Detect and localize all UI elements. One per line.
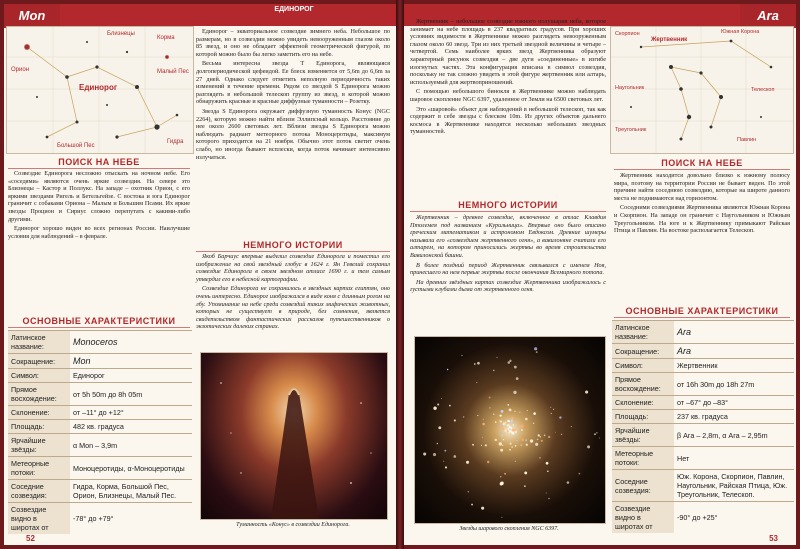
cluster-star xyxy=(501,427,503,429)
cluster-star xyxy=(510,421,513,424)
characteristic-key: Склонение: xyxy=(8,406,70,420)
characteristic-row xyxy=(8,457,192,480)
characteristic-value: от 5h 50m до 8h 05m xyxy=(70,383,192,406)
cluster-star xyxy=(515,461,516,462)
observe-paragraph: Созвездие Единорога несложно отыскать на ночном небе. Его «соседями» являются очень яркие созвездия. На севере это Близнецы – Кастор и Поллукс. На западе – охотник Орион, с его яркими звездами Ригель и Бетельгейзе. С востока и юга Единорог граничит с собаками Ориона – Малым и Большим Псами. Их яркие звезды Процион и Сириус сложно перепутать с какими-либо другими. xyxy=(8,170,190,223)
characteristic-key: Латинское название: xyxy=(612,321,674,344)
map-label-gemini: Близнецы xyxy=(107,31,135,37)
cluster-star xyxy=(533,412,536,415)
cluster-star xyxy=(503,439,504,440)
map-label-telescopium: Телескоп xyxy=(751,87,775,93)
characteristic-value: Гидра, Корма, Большой Пес, Орион, Близнецы, Малый Пес. xyxy=(70,480,192,503)
right-history-text xyxy=(410,214,606,334)
history-paragraph: Якоб Барчиус впервые выделил созвездие Единорога и поместил его изображение на свой звездный глобус в 1624 г. Ян Гевелий сохранил созвездие Единорога в своем звездном атласе 1690 г. и тем самым утвердил его в небесной картографии. xyxy=(196,253,390,283)
cluster-star xyxy=(535,443,538,446)
map-label-canis-minor: Малый Пес xyxy=(157,69,189,75)
cluster-star xyxy=(497,357,498,358)
map-label-norma: Наугольник xyxy=(615,85,645,91)
intro-paragraph: Звезда S Единорога окружает диффузную туманность Конус (NGC 2264), которую можно найти вблизи Эллипсный кольцо. Расстояние до нее около 2600 световых лет. Вблизи звезды S Единорога можно наблюдать радиант метеорного потока Моноцеротиды, максимум которого приходится на 21 ноября. Обычно этот поток светит очень слабо, но иногда бывают всплески, когда поток начинает интенсивно излучаться. xyxy=(196,107,390,161)
cluster-star xyxy=(525,439,527,441)
cluster-star xyxy=(547,470,549,472)
cone-nebula-photo xyxy=(200,352,388,520)
characteristic-value: Нет xyxy=(674,447,794,470)
cluster-star xyxy=(516,377,519,380)
cluster-star xyxy=(541,440,543,442)
cluster-star xyxy=(501,435,503,437)
cluster-star xyxy=(461,355,462,356)
characteristic-value: β Ara – 2,8m, α Ara – 2,95m xyxy=(674,424,794,447)
cluster-star xyxy=(423,453,426,456)
cluster-star xyxy=(500,476,501,477)
characteristic-row xyxy=(8,406,192,420)
characteristic-key: Метеорные потоки: xyxy=(8,457,70,480)
cluster-star xyxy=(477,415,478,416)
cluster-star xyxy=(433,453,436,456)
left-photo-caption: Туманность «Конус» в созвездии Единорога. xyxy=(236,522,350,528)
cluster-star xyxy=(443,461,444,462)
map-label-scorpius: Скорпион xyxy=(615,31,640,37)
cluster-star xyxy=(500,431,501,432)
cluster-star xyxy=(485,444,487,446)
characteristic-key: Ярчайшие звёзды: xyxy=(612,424,674,447)
cluster-star xyxy=(499,442,502,445)
cluster-star xyxy=(526,444,528,446)
cluster-star xyxy=(449,405,451,407)
cluster-star xyxy=(539,436,541,438)
characteristic-row xyxy=(612,424,794,447)
history-paragraph: Жертвенник – древнее созвездие, включенное в атлас Клавдия Птолемея под названием «Курильница». Впервые оно было описано греческим математиком и астрономом Евдоксом. Древние шумеры называли его «созвездием жертвенного огня», а вавилоняне считали его алтарем, на котором приносились жертвы во время строительства Вавилонской башни. xyxy=(410,214,606,259)
intro-paragraph: Весьма интересна звезда Т Единорога, являющаяся долгопериодической цефеидой. Ее блеск изменяется от 5,6m до 6,6m за 27 дней. Однако следует отметить неполную периодичность таких изменений в течение времени. Рядом со звездой S Единорога можно разглядеть в небольшой телескоп группу из звезд, в которой можно обнаружить красные и красные диффузные туманности – Розетку. xyxy=(196,60,390,106)
characteristic-value: 237 кв. градуса xyxy=(674,410,794,424)
map-label-puppis: Корма xyxy=(157,35,175,41)
observe-paragraph: Единорог хорошо виден во всех регионах России. Наилучшие условия для наблюдений – в феврале. xyxy=(8,225,190,240)
cluster-star xyxy=(537,439,539,441)
intro-paragraph: С помощью небольшого бинокля в Жертвеннике можно наблюдать шаровое скопление NGC 6397, удаленное от Земли на 6500 световых лет. xyxy=(410,88,606,103)
cluster-star xyxy=(502,428,504,430)
cluster-star xyxy=(477,362,480,365)
characteristic-row xyxy=(612,502,794,534)
cluster-star xyxy=(536,351,538,353)
characteristic-row xyxy=(8,434,192,457)
cluster-star xyxy=(505,422,506,423)
cluster-star xyxy=(579,473,581,475)
cluster-star xyxy=(512,424,514,426)
characteristic-row xyxy=(8,331,192,354)
cluster-star xyxy=(512,429,515,432)
cluster-star xyxy=(511,417,514,420)
left-corner-label: Mon xyxy=(4,4,60,28)
right-page-number: 53 xyxy=(769,534,778,543)
cluster-star xyxy=(525,418,528,421)
characteristic-value: Monoceros xyxy=(70,331,192,354)
cluster-star xyxy=(500,420,502,422)
characteristic-row xyxy=(612,396,794,410)
characteristic-row xyxy=(8,480,192,503)
characteristic-value: α Mon – 3,9m xyxy=(70,434,192,457)
cluster-star xyxy=(493,414,494,415)
right-page xyxy=(404,4,796,545)
characteristic-value: Ara xyxy=(674,344,794,359)
cluster-star xyxy=(444,450,446,452)
characteristic-key: Площадь: xyxy=(8,420,70,434)
cluster-star xyxy=(551,413,552,414)
left-observe-text xyxy=(8,170,190,310)
cluster-star xyxy=(510,443,512,445)
characteristic-row xyxy=(612,373,794,396)
cluster-star xyxy=(453,455,456,458)
observe-paragraph: Жертвенник находится довольно близко к южному полюсу мира, поэтому на территории России не бывает виден. По этой причине найти соседнюю созвездию, которые на широте данного места не поднимаются над горизонтом. xyxy=(614,172,790,202)
left-page xyxy=(4,4,396,545)
characteristic-value: Единорог xyxy=(70,369,192,383)
characteristic-value: от 16h 30m до 18h 27m xyxy=(674,373,794,396)
cluster-star xyxy=(534,347,537,350)
cluster-star xyxy=(514,422,515,423)
cluster-star xyxy=(546,493,547,494)
cluster-star xyxy=(587,445,590,448)
cluster-star xyxy=(437,443,438,444)
characteristic-key: Площадь: xyxy=(612,410,674,424)
left-history-text xyxy=(196,253,390,349)
characteristic-value: от –11° до +12° xyxy=(70,406,192,420)
cluster-star xyxy=(594,433,596,435)
cluster-star xyxy=(504,473,506,475)
left-observe-title: ПОИСК НА НЕБЕ xyxy=(8,157,190,169)
cluster-star xyxy=(559,416,561,418)
characteristic-row xyxy=(612,359,794,373)
characteristic-row xyxy=(8,420,192,434)
characteristic-value: Юж. Корона, Скорпион, Павлин, Наугольник, Райская Птица, Юж. Треугольник, Телескоп. xyxy=(674,470,794,502)
cluster-star xyxy=(519,412,520,413)
cluster-star xyxy=(500,482,503,485)
cluster-star xyxy=(501,410,504,413)
monoceros-star-map xyxy=(6,26,194,154)
characteristic-row xyxy=(612,410,794,424)
cluster-star xyxy=(447,369,448,370)
right-observe-text xyxy=(614,172,790,298)
cluster-star xyxy=(501,517,502,518)
intro-paragraph: Единорог – экваториальное созвездие зимнего неба. Небольшое по размерам, но в созвездии можно увидеть невооруженным глазом около 85 звезд, и оно не обладает эффектной геометрической фигурой, по которой можно было бы легко заметить его на небе. xyxy=(196,28,390,58)
cluster-star xyxy=(495,421,497,423)
cluster-star xyxy=(553,409,554,410)
cluster-star xyxy=(509,428,511,430)
cluster-star xyxy=(515,445,517,447)
cluster-star xyxy=(599,438,600,439)
cluster-star xyxy=(511,446,513,448)
left-top-title: ЕДИНОРОГ xyxy=(274,6,314,13)
characteristic-key: Символ: xyxy=(612,359,674,373)
cluster-star xyxy=(544,434,546,436)
cluster-star xyxy=(437,403,439,405)
cluster-star xyxy=(520,426,522,428)
characteristic-row xyxy=(8,369,192,383)
cluster-star xyxy=(514,411,515,412)
map-label-canis-major: Большой Пес xyxy=(57,143,95,149)
history-paragraph: На древних звёздных картах созвездие Жертвенника изображалось с густыми клубами дыма от жертвенного огня. xyxy=(410,278,606,294)
cluster-star xyxy=(527,410,528,411)
left-characteristics-table xyxy=(8,330,192,534)
cluster-star xyxy=(499,414,501,416)
right-chars-title: ОСНОВНЫЕ ХАРАКТЕРИСТИКИ xyxy=(614,306,790,318)
cluster-star xyxy=(476,382,477,383)
cluster-star xyxy=(495,439,498,442)
cluster-star xyxy=(502,422,503,423)
ara-star-map xyxy=(610,26,794,154)
characteristic-row xyxy=(612,321,794,344)
map-label-orion: Орион xyxy=(11,67,30,73)
history-paragraph: В более поздний период Жертвенник связывался с именем Ноя, принесшего на нем первые жертвы после окончания Всемирного потопа. xyxy=(410,261,606,277)
cluster-star xyxy=(524,472,527,475)
cluster-star xyxy=(513,391,516,394)
map-label-pavo: Павлин xyxy=(737,137,757,143)
characteristic-key: Созвездие видно в широтах от xyxy=(8,503,70,535)
cluster-star xyxy=(516,440,517,441)
cluster-star xyxy=(530,439,533,442)
cluster-star xyxy=(509,449,511,451)
cluster-star xyxy=(481,507,484,510)
cluster-star xyxy=(571,426,572,427)
cluster-star xyxy=(504,425,505,426)
characteristic-row xyxy=(8,383,192,406)
cluster-star xyxy=(508,361,511,364)
cluster-star xyxy=(474,363,476,365)
cluster-star xyxy=(507,433,508,434)
cluster-star xyxy=(512,432,515,435)
characteristic-value: -78° до +79° xyxy=(70,503,192,535)
cluster-star xyxy=(555,432,556,433)
characteristic-key: Символ: xyxy=(8,369,70,383)
characteristic-key: Метеорные потоки: xyxy=(612,447,674,470)
cluster-star xyxy=(567,481,570,484)
ngc6397-cluster-photo xyxy=(414,336,606,524)
characteristic-key: Склонение: xyxy=(612,396,674,410)
characteristic-key: Ярчайшие звёзды: xyxy=(8,434,70,457)
cluster-star xyxy=(482,437,483,438)
cluster-stars-layer xyxy=(415,337,605,523)
cluster-star xyxy=(548,498,549,499)
cluster-star xyxy=(433,407,436,410)
characteristic-key: Прямое восхождение: xyxy=(612,373,674,396)
cluster-star xyxy=(538,434,540,436)
characteristic-value: от –67° до –83° xyxy=(674,396,794,410)
left-chars-title: ОСНОВНЫЕ ХАРАКТЕРИСТИКИ xyxy=(8,316,190,328)
characteristic-value: Mon xyxy=(70,354,192,369)
cluster-star xyxy=(445,466,447,468)
characteristic-value: Ara xyxy=(674,321,794,344)
left-page-number: 52 xyxy=(26,534,35,543)
cluster-star xyxy=(468,491,469,492)
cluster-star xyxy=(487,461,489,463)
right-observe-title: ПОИСК НА НЕБЕ xyxy=(614,158,790,170)
characteristic-row xyxy=(8,503,192,535)
cluster-star xyxy=(514,366,517,369)
cluster-star xyxy=(489,396,491,398)
characteristic-key: Сокращение: xyxy=(8,354,70,369)
left-intro-text xyxy=(196,28,390,208)
cluster-star xyxy=(507,404,509,406)
map-label-triangulum: Треугольник xyxy=(615,127,647,133)
cluster-star xyxy=(561,434,562,435)
cluster-star xyxy=(505,429,508,432)
cluster-star xyxy=(507,424,509,426)
cluster-star xyxy=(539,457,540,458)
history-paragraph: Созвездие Единорога не сохранилось в звездных картах египтян, оно очень интересно. Единорог изображался в виде коня с длинным рогом на лбу. Упоминание на небе среди созвездий таких мифических животных, которых не существует в природе, без сомнения, является свидетельством фантастических рассказов путешественников о экзотических далеких странах. xyxy=(196,285,390,331)
cluster-star xyxy=(466,461,469,464)
characteristic-key: Соседние созвездия: xyxy=(612,470,674,502)
cluster-star xyxy=(533,423,534,424)
cluster-star xyxy=(596,432,597,433)
right-history-title: НЕМНОГО ИСТОРИИ xyxy=(410,200,606,212)
characteristic-key: Сокращение: xyxy=(612,344,674,359)
map-label-corona-australis: Южная Корона xyxy=(721,29,760,35)
cluster-star xyxy=(482,423,485,426)
cluster-star xyxy=(481,445,482,446)
cluster-star xyxy=(441,398,442,399)
characteristic-value: -90° до +25° xyxy=(674,502,794,534)
map-label-hydra: Гидра xyxy=(167,139,184,145)
characteristic-key: Соседние созвездия: xyxy=(8,480,70,503)
cluster-star xyxy=(463,416,464,417)
characteristic-row xyxy=(612,344,794,359)
cluster-star xyxy=(472,444,474,446)
cluster-star xyxy=(454,419,456,421)
cluster-star xyxy=(500,424,501,425)
map-label-monoceros: Единорог xyxy=(79,83,118,92)
cluster-star xyxy=(585,391,588,394)
cluster-star xyxy=(520,444,522,446)
cluster-star xyxy=(489,407,490,408)
intro-paragraph: Жертвенник – небольшое созвездие южного полушария неба, которое занимает на небе площадь в 237 квадратных градусов. При хороших условиях видимости в Жертвеннике можно разглядеть невооруженным глазом около 60 звезд. Три из них третьей звездной величины и четыре – четвертой. Семь наиболее ярких звезд Жертвенника образуют характерный рисунок созвездия – две дуги «соединенные» в изгибе изогнутых частях. Эта конфигурация вписана в символ созвездия, поскольку не так сложно увидеть в этой фигуре жертвенник или алтарь, используемый для жертвоприношений. xyxy=(410,18,606,86)
cluster-star xyxy=(493,370,495,372)
cluster-star xyxy=(546,462,549,465)
cluster-star xyxy=(550,407,551,408)
characteristic-value: 482 кв. градуса xyxy=(70,420,192,434)
intro-paragraph: Это «шаровой» объект для наблюдений в небольшой телескоп, так как содержит в себе звезды с блеском 10m. Из других объектов дальнего космоса в Жертвеннике находятся несколько небольших звездных туманностей. xyxy=(410,105,606,136)
right-characteristics-table xyxy=(612,320,794,533)
characteristic-row xyxy=(612,447,794,470)
cluster-star xyxy=(483,419,484,420)
cluster-star xyxy=(518,438,519,439)
cluster-star xyxy=(509,409,512,412)
cluster-star xyxy=(524,485,526,487)
right-photo-caption: Звезды шарового скопления NGC 6397. xyxy=(459,526,559,532)
characteristic-key: Прямое восхождение: xyxy=(8,383,70,406)
left-history-title: НЕМНОГО ИСТОРИИ xyxy=(196,240,390,252)
cluster-star xyxy=(507,420,509,422)
characteristic-key: Латинское название: xyxy=(8,331,70,354)
cluster-star xyxy=(502,445,503,446)
characteristic-row xyxy=(8,354,192,369)
cluster-star xyxy=(521,429,523,431)
cluster-star xyxy=(471,504,473,506)
right-corner-label: Ara xyxy=(740,4,796,28)
cluster-star xyxy=(500,449,503,452)
characteristic-row xyxy=(612,470,794,502)
characteristic-value: Жертвенник xyxy=(674,359,794,373)
characteristic-value: Моноцеротиды, α-Моноцеротиды xyxy=(70,457,192,480)
cluster-star xyxy=(438,426,441,429)
observe-paragraph: Соседними созвездиями Жертвенника являются Южная Корона и Скорпион. На западе он граничит с Наугольником и Южным Треугольником. На юге и к Жертвеннику примыкают Райская Птица и Павлин. На востоке располагается Телескоп. xyxy=(614,204,790,235)
cluster-star xyxy=(521,439,524,442)
book-gutter xyxy=(396,0,404,549)
characteristic-key: Созвездие видно в широтах от xyxy=(612,502,674,534)
map-label-ara: Жертвенник xyxy=(651,37,688,43)
cluster-star xyxy=(548,436,550,438)
